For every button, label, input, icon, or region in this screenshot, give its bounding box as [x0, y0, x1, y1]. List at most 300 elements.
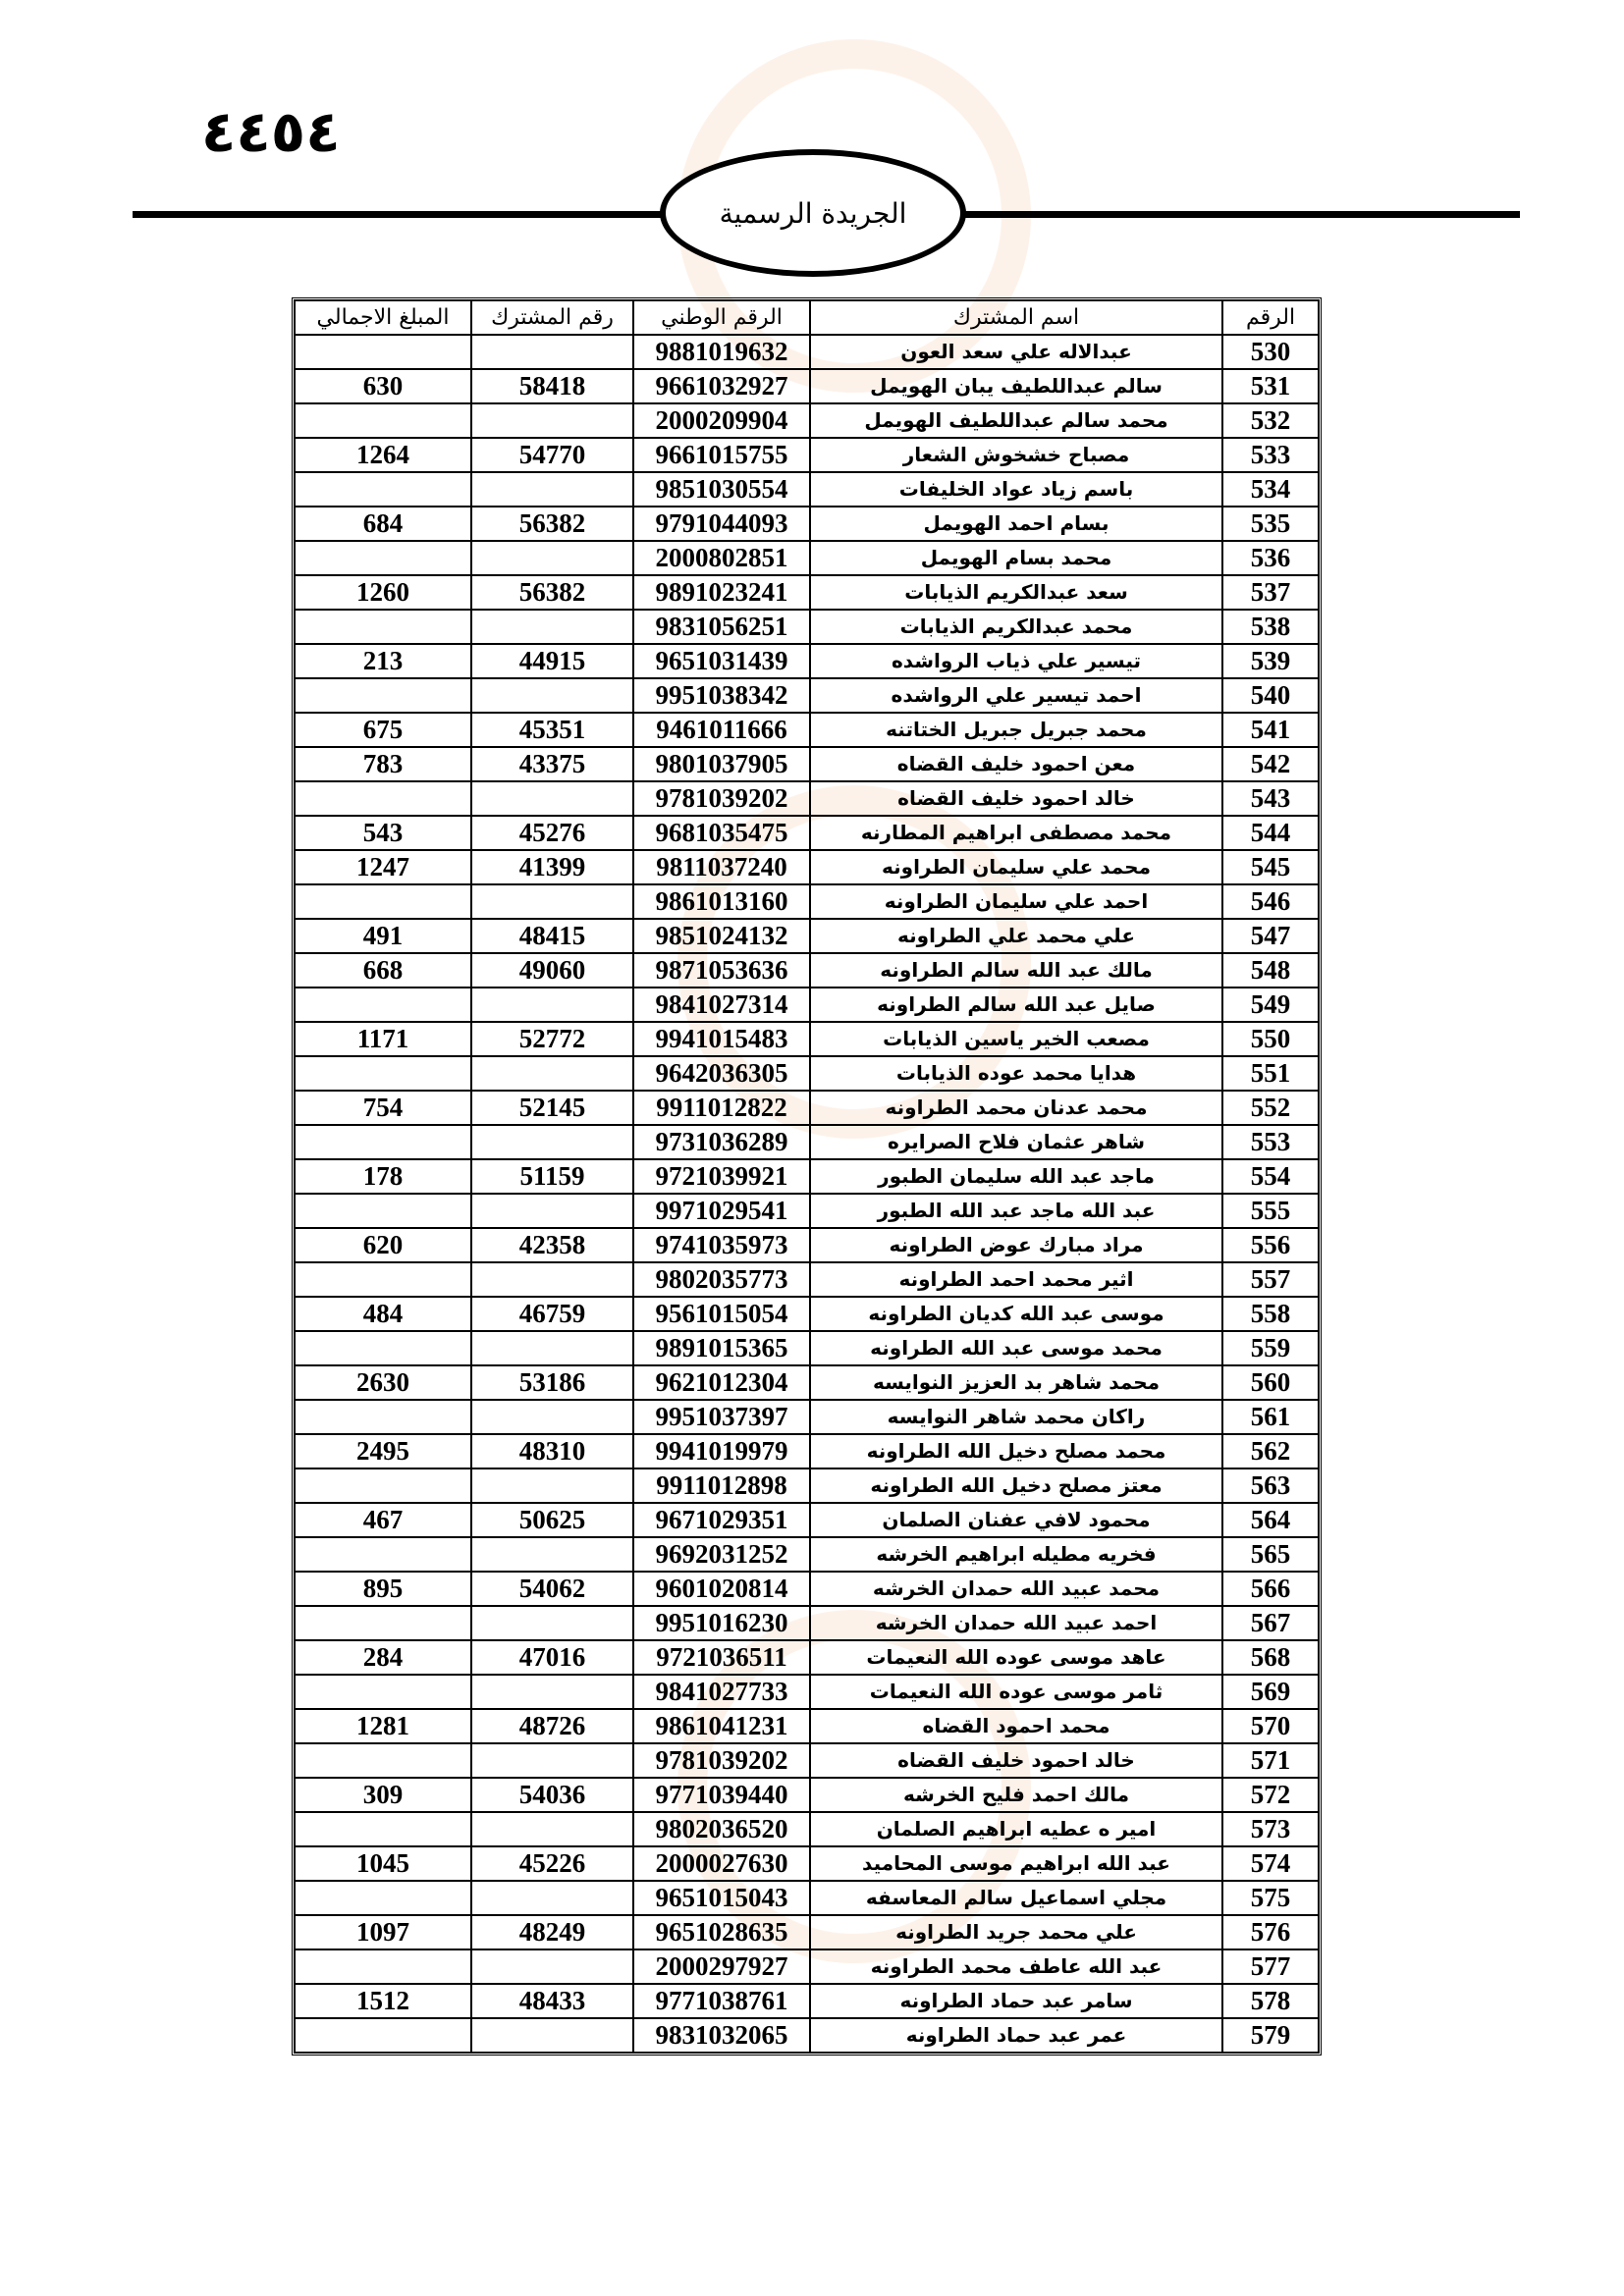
total-amount: [295, 988, 471, 1022]
total-amount: 783: [295, 747, 471, 781]
subscriber-name: محمد عبدالكريم الذيابات: [810, 610, 1222, 644]
table-row: [295, 1125, 1319, 1159]
subscriber-name: عمر عبد حماد الطراونه: [810, 2018, 1222, 2053]
total-amount: [295, 2018, 471, 2053]
row-number: 542: [1222, 747, 1319, 781]
subscriber-number: [471, 1194, 633, 1228]
national-id: 9841027314: [633, 988, 810, 1022]
col-header-total: المبلغ الاجمالي: [295, 300, 471, 335]
subscriber-number: 48415: [471, 919, 633, 953]
total-amount: 178: [295, 1159, 471, 1194]
row-number: 554: [1222, 1159, 1319, 1194]
row-number: 531: [1222, 369, 1319, 403]
row-number: 561: [1222, 1400, 1319, 1434]
table-row: [295, 369, 1319, 403]
table-row: [295, 1056, 1319, 1091]
national-id: 9941019979: [633, 1434, 810, 1468]
subscriber-name: مالك عبد الله سالم الطراونه: [810, 953, 1222, 988]
subscriber-name: تيسير علي ذياب الرواشده: [810, 644, 1222, 678]
subscriber-name: احمد تيسير علي الرواشده: [810, 678, 1222, 713]
subscriber-name: هدايا محمد عوده الذيابات: [810, 1056, 1222, 1091]
table-row: [295, 507, 1319, 541]
national-id: 9692031252: [633, 1537, 810, 1572]
total-amount: [295, 1468, 471, 1503]
total-amount: 284: [295, 1640, 471, 1675]
row-number: 535: [1222, 507, 1319, 541]
row-number: 568: [1222, 1640, 1319, 1675]
national-id: 9721036511: [633, 1640, 810, 1675]
subscriber-name: اثير محمد احمد الطراونه: [810, 1262, 1222, 1297]
national-id: 9891023241: [633, 575, 810, 610]
subscriber-number: 49060: [471, 953, 633, 988]
total-amount: 484: [295, 1297, 471, 1331]
total-amount: [295, 1262, 471, 1297]
subscriber-name: خالد احمود خليف القضاه: [810, 781, 1222, 816]
row-number: 551: [1222, 1056, 1319, 1091]
national-id: 9831032065: [633, 2018, 810, 2053]
table-row: [295, 953, 1319, 988]
subscriber-number: 54062: [471, 1572, 633, 1606]
row-number: 573: [1222, 1812, 1319, 1846]
table-row: [295, 1743, 1319, 1778]
subscriber-name: محمد جبريل جبريل الختاتنه: [810, 713, 1222, 747]
table-row: [295, 1572, 1319, 1606]
subscriber-number: 48433: [471, 1984, 633, 2018]
subscriber-number: 50625: [471, 1503, 633, 1537]
row-number: 570: [1222, 1709, 1319, 1743]
national-id: 9941015483: [633, 1022, 810, 1056]
national-id: 9802035773: [633, 1262, 810, 1297]
table-row: [295, 1949, 1319, 1984]
total-amount: 620: [295, 1228, 471, 1262]
subscriber-number: [471, 2018, 633, 2053]
table-row: [295, 1262, 1319, 1297]
national-id: 9811037240: [633, 850, 810, 884]
total-amount: [295, 541, 471, 575]
total-amount: 675: [295, 713, 471, 747]
subscriber-name: صايل عبد الله سالم الطراونه: [810, 988, 1222, 1022]
subscriber-name: ماجد عبد الله سليمان الطبور: [810, 1159, 1222, 1194]
subscriber-number: 52772: [471, 1022, 633, 1056]
total-amount: [295, 1812, 471, 1846]
subscriber-name: سالم عبداللطيف يبان الهويمل: [810, 369, 1222, 403]
row-number: 574: [1222, 1846, 1319, 1881]
subscriber-name: محمد مصطفى ابراهيم المطارنه: [810, 816, 1222, 850]
row-number: 558: [1222, 1297, 1319, 1331]
subscriber-number: 56382: [471, 575, 633, 610]
row-number: 544: [1222, 816, 1319, 850]
table-row: [295, 1915, 1319, 1949]
subscriber-number: [471, 1812, 633, 1846]
col-header-national-id: الرقم الوطني: [633, 300, 810, 335]
table-row: [295, 1468, 1319, 1503]
table-row: [295, 1297, 1319, 1331]
national-id: 9642036305: [633, 1056, 810, 1091]
table-row: [295, 1228, 1319, 1262]
subscriber-number: [471, 541, 633, 575]
row-number: 555: [1222, 1194, 1319, 1228]
subscriber-name: امير ه عطيه ابراهيم الصلمان: [810, 1812, 1222, 1846]
total-amount: [295, 1675, 471, 1709]
national-id: 9661032927: [633, 369, 810, 403]
national-id: 2000209904: [633, 403, 810, 438]
subscriber-number: [471, 988, 633, 1022]
subscriber-number: [471, 1675, 633, 1709]
total-amount: 1045: [295, 1846, 471, 1881]
subscriber-name: ثامر موسى عوده الله النعيمات: [810, 1675, 1222, 1709]
subscriber-number: [471, 678, 633, 713]
subscriber-number: 54770: [471, 438, 633, 472]
total-amount: [295, 1194, 471, 1228]
subscriber-name: محمد احمود القضاه: [810, 1709, 1222, 1743]
table-row: [295, 335, 1319, 369]
subscriber-number: 48310: [471, 1434, 633, 1468]
total-amount: [295, 884, 471, 919]
row-number: 576: [1222, 1915, 1319, 1949]
total-amount: [295, 781, 471, 816]
table-row: [295, 1606, 1319, 1640]
table-row: [295, 747, 1319, 781]
total-amount: 1171: [295, 1022, 471, 1056]
total-amount: [295, 1537, 471, 1572]
national-id: 9461011666: [633, 713, 810, 747]
table-row: [295, 1400, 1319, 1434]
row-number: 532: [1222, 403, 1319, 438]
subscriber-number: 48726: [471, 1709, 633, 1743]
table-row: [295, 541, 1319, 575]
table-row: [295, 781, 1319, 816]
row-number: 550: [1222, 1022, 1319, 1056]
subscriber-name: مصعب الخير ياسين الذيابات: [810, 1022, 1222, 1056]
table-row: [295, 850, 1319, 884]
table-row: [295, 1812, 1319, 1846]
table-row: [295, 1537, 1319, 1572]
subscriber-name: باسم زياد عواد الخليفات: [810, 472, 1222, 507]
row-number: 534: [1222, 472, 1319, 507]
total-amount: 2630: [295, 1365, 471, 1400]
total-amount: [295, 1743, 471, 1778]
table-row: [295, 403, 1319, 438]
subscriber-name: سامر عبد حماد الطراونه: [810, 1984, 1222, 2018]
total-amount: 1512: [295, 1984, 471, 2018]
subscriber-number: [471, 1056, 633, 1091]
national-id: 9731036289: [633, 1125, 810, 1159]
subscriber-name: علي محمد جريد الطراونه: [810, 1915, 1222, 1949]
table-row: [295, 1640, 1319, 1675]
total-amount: [295, 610, 471, 644]
table-row: [295, 1194, 1319, 1228]
row-number: 571: [1222, 1743, 1319, 1778]
row-number: 552: [1222, 1091, 1319, 1125]
national-id: 9851024132: [633, 919, 810, 953]
total-amount: 1281: [295, 1709, 471, 1743]
col-header-number: الرقم: [1222, 300, 1319, 335]
row-number: 560: [1222, 1365, 1319, 1400]
total-amount: 467: [295, 1503, 471, 1537]
national-id: 2000027630: [633, 1846, 810, 1881]
col-header-name: اسم المشترك: [810, 300, 1222, 335]
national-id: 9721039921: [633, 1159, 810, 1194]
national-id: 9861013160: [633, 884, 810, 919]
table-row: [295, 438, 1319, 472]
total-amount: [295, 1949, 471, 1984]
subscriber-number: [471, 1125, 633, 1159]
row-number: 579: [1222, 2018, 1319, 2053]
national-id: 9651015043: [633, 1881, 810, 1915]
national-id: 9802036520: [633, 1812, 810, 1846]
table-row: [295, 610, 1319, 644]
subscriber-name: محمود لافي عفنان الصلمان: [810, 1503, 1222, 1537]
subscriber-number: 56382: [471, 507, 633, 541]
total-amount: 1097: [295, 1915, 471, 1949]
subscriber-name: معن احمود خليف القضاه: [810, 747, 1222, 781]
row-number: 533: [1222, 438, 1319, 472]
table-row: [295, 1331, 1319, 1365]
table-row: [295, 988, 1319, 1022]
table-row: [295, 1709, 1319, 1743]
total-amount: 1247: [295, 850, 471, 884]
national-id: 9951016230: [633, 1606, 810, 1640]
subscriber-number: 42358: [471, 1228, 633, 1262]
total-amount: 491: [295, 919, 471, 953]
subscriber-name: عاهد موسى عوده الله النعيمات: [810, 1640, 1222, 1675]
table-row: [295, 1675, 1319, 1709]
subscriber-number: [471, 403, 633, 438]
table-row: [295, 575, 1319, 610]
subscriber-number: 45226: [471, 1846, 633, 1881]
subscriber-name: محمد عبيد الله حمدان الخرشه: [810, 1572, 1222, 1606]
subscriber-number: [471, 1468, 633, 1503]
subscriber-number: [471, 1400, 633, 1434]
subscriber-number: 44915: [471, 644, 633, 678]
national-id: 9911012898: [633, 1468, 810, 1503]
subscriber-number: [471, 1743, 633, 1778]
total-amount: 1264: [295, 438, 471, 472]
subscriber-number: 48249: [471, 1915, 633, 1949]
subscriber-name: محمد شاهر بد العزيز النوايسه: [810, 1365, 1222, 1400]
subscriber-number: 43375: [471, 747, 633, 781]
row-number: 557: [1222, 1262, 1319, 1297]
row-number: 566: [1222, 1572, 1319, 1606]
table-row: [295, 1984, 1319, 2018]
table-row: [295, 644, 1319, 678]
table-row: [295, 1159, 1319, 1194]
subscriber-number: [471, 1331, 633, 1365]
subscriber-name: شاهر عثمان فلاح الصرايره: [810, 1125, 1222, 1159]
total-amount: [295, 472, 471, 507]
subscriber-name: علي محمد علي الطراونه: [810, 919, 1222, 953]
row-number: 545: [1222, 850, 1319, 884]
row-number: 577: [1222, 1949, 1319, 1984]
row-number: 539: [1222, 644, 1319, 678]
subscriber-number: 41399: [471, 850, 633, 884]
row-number: 559: [1222, 1331, 1319, 1365]
table-row: [295, 816, 1319, 850]
total-amount: 684: [295, 507, 471, 541]
subscriber-number: [471, 335, 633, 369]
table-row: [295, 1503, 1319, 1537]
national-id: 9671029351: [633, 1503, 810, 1537]
total-amount: [295, 1056, 471, 1091]
national-id: 9911012822: [633, 1091, 810, 1125]
subscriber-name: مصباح خشخوش الشعار: [810, 438, 1222, 472]
total-amount: [295, 335, 471, 369]
national-id: 9771039440: [633, 1778, 810, 1812]
subscriber-name: خالد احمود خليف القضاه: [810, 1743, 1222, 1778]
national-id: 9621012304: [633, 1365, 810, 1400]
total-amount: 1260: [295, 575, 471, 610]
national-id: 9851030554: [633, 472, 810, 507]
national-id: 9791044093: [633, 507, 810, 541]
total-amount: 754: [295, 1091, 471, 1125]
national-id: 9841027733: [633, 1675, 810, 1709]
subscriber-number: [471, 1537, 633, 1572]
national-id: 9891015365: [633, 1331, 810, 1365]
subscriber-number: [471, 610, 633, 644]
table-row: [295, 1778, 1319, 1812]
row-number: 572: [1222, 1778, 1319, 1812]
row-number: 565: [1222, 1537, 1319, 1572]
subscriber-name: راكان محمد شاهر النوايسه: [810, 1400, 1222, 1434]
subscriber-name: محمد سالم عبداللطيف الهويمل: [810, 403, 1222, 438]
total-amount: 543: [295, 816, 471, 850]
subscriber-number: 54036: [471, 1778, 633, 1812]
national-id: 9831056251: [633, 610, 810, 644]
row-number: 537: [1222, 575, 1319, 610]
subscriber-number: 46759: [471, 1297, 633, 1331]
national-id: 9601020814: [633, 1572, 810, 1606]
row-number: 548: [1222, 953, 1319, 988]
subscriber-name: محمد موسى عبد الله الطراونه: [810, 1331, 1222, 1365]
total-amount: 309: [295, 1778, 471, 1812]
subscriber-number: [471, 884, 633, 919]
national-id: 9741035973: [633, 1228, 810, 1262]
row-number: 575: [1222, 1881, 1319, 1915]
subscriber-number: 52145: [471, 1091, 633, 1125]
subscriber-name: محمد عدنان محمد الطراونه: [810, 1091, 1222, 1125]
row-number: 546: [1222, 884, 1319, 919]
national-id: 9951037397: [633, 1400, 810, 1434]
subscriber-name: مالك احمد فليح الخرشه: [810, 1778, 1222, 1812]
table-row: [295, 1022, 1319, 1056]
subscriber-name: مجلي اسماعيل سالم المعاسفه: [810, 1881, 1222, 1915]
row-number: 553: [1222, 1125, 1319, 1159]
subscriber-name: موسى عبد الله كديان الطراونه: [810, 1297, 1222, 1331]
row-number: 530: [1222, 335, 1319, 369]
total-amount: 630: [295, 369, 471, 403]
national-id: 9881019632: [633, 335, 810, 369]
row-number: 569: [1222, 1675, 1319, 1709]
table-header-row: [295, 300, 1319, 335]
subscriber-name: محمد علي سليمان الطراونه: [810, 850, 1222, 884]
table-row: [295, 2018, 1319, 2053]
subscriber-number: [471, 1881, 633, 1915]
national-id: 9801037905: [633, 747, 810, 781]
subscriber-name: بسام احمد الهويمل: [810, 507, 1222, 541]
total-amount: [295, 1881, 471, 1915]
subscriber-name: سعد عبدالكريم الذيابات: [810, 575, 1222, 610]
subscriber-name: عبدالاله علي سعد العون: [810, 335, 1222, 369]
row-number: 567: [1222, 1606, 1319, 1640]
gazette-header-oval: [660, 149, 966, 277]
table-row: [295, 472, 1319, 507]
subscriber-name: عبد الله ماجد عبد الله الطبور: [810, 1194, 1222, 1228]
table-row: [295, 1881, 1319, 1915]
row-number: 547: [1222, 919, 1319, 953]
national-id: 9771038761: [633, 1984, 810, 2018]
table-row: [295, 1091, 1319, 1125]
subscriber-number: [471, 1949, 633, 1984]
national-id: 9681035475: [633, 816, 810, 850]
national-id: 2000802851: [633, 541, 810, 575]
total-amount: 213: [295, 644, 471, 678]
table-row: [295, 1434, 1319, 1468]
national-id: 9971029541: [633, 1194, 810, 1228]
national-id: 9661015755: [633, 438, 810, 472]
subscriber-name: محمد مصلح دخيل الله الطراونه: [810, 1434, 1222, 1468]
row-number: 549: [1222, 988, 1319, 1022]
row-number: 578: [1222, 1984, 1319, 2018]
subscriber-name: احمد عبيد الله حمدان الخرشه: [810, 1606, 1222, 1640]
row-number: 541: [1222, 713, 1319, 747]
subscriber-number: [471, 472, 633, 507]
subscriber-name: فخريه مطيله ابراهيم الخرشه: [810, 1537, 1222, 1572]
subscriber-name: محمد بسام الهويمل: [810, 541, 1222, 575]
total-amount: [295, 1400, 471, 1434]
row-number: 564: [1222, 1503, 1319, 1537]
row-number: 562: [1222, 1434, 1319, 1468]
col-header-subscriber-no: رقم المشترك: [471, 300, 633, 335]
table-row: [295, 678, 1319, 713]
page-number: ٤٤٥٤: [201, 98, 341, 165]
national-id: 9781039202: [633, 781, 810, 816]
subscriber-number: [471, 1606, 633, 1640]
national-id: 9871053636: [633, 953, 810, 988]
subscriber-name: عبد الله ابراهيم موسى المحاميد: [810, 1846, 1222, 1881]
subscriber-number: 45276: [471, 816, 633, 850]
subscriber-number: 58418: [471, 369, 633, 403]
subscriber-name: عبد الله عاطف محمد الطراونه: [810, 1949, 1222, 1984]
subscribers-table: [292, 297, 1322, 2056]
subscriber-name: معتز مصلح دخيل الله الطراونه: [810, 1468, 1222, 1503]
national-id: 9861041231: [633, 1709, 810, 1743]
total-amount: 2495: [295, 1434, 471, 1468]
subscriber-name: مراد مبارك عوض الطراونه: [810, 1228, 1222, 1262]
national-id: 9651031439: [633, 644, 810, 678]
total-amount: 895: [295, 1572, 471, 1606]
row-number: 563: [1222, 1468, 1319, 1503]
row-number: 556: [1222, 1228, 1319, 1262]
total-amount: [295, 678, 471, 713]
total-amount: [295, 403, 471, 438]
total-amount: 668: [295, 953, 471, 988]
total-amount: [295, 1125, 471, 1159]
national-id: 9951038342: [633, 678, 810, 713]
national-id: 9651028635: [633, 1915, 810, 1949]
subscriber-number: 45351: [471, 713, 633, 747]
national-id: 2000297927: [633, 1949, 810, 1984]
national-id: 9781039202: [633, 1743, 810, 1778]
row-number: 536: [1222, 541, 1319, 575]
subscriber-number: 53186: [471, 1365, 633, 1400]
subscriber-number: [471, 781, 633, 816]
gazette-title: الجريدة الرسمية: [719, 196, 907, 230]
subscriber-name: احمد علي سليمان الطراونه: [810, 884, 1222, 919]
row-number: 543: [1222, 781, 1319, 816]
table-row: [295, 919, 1319, 953]
row-number: 538: [1222, 610, 1319, 644]
total-amount: [295, 1606, 471, 1640]
